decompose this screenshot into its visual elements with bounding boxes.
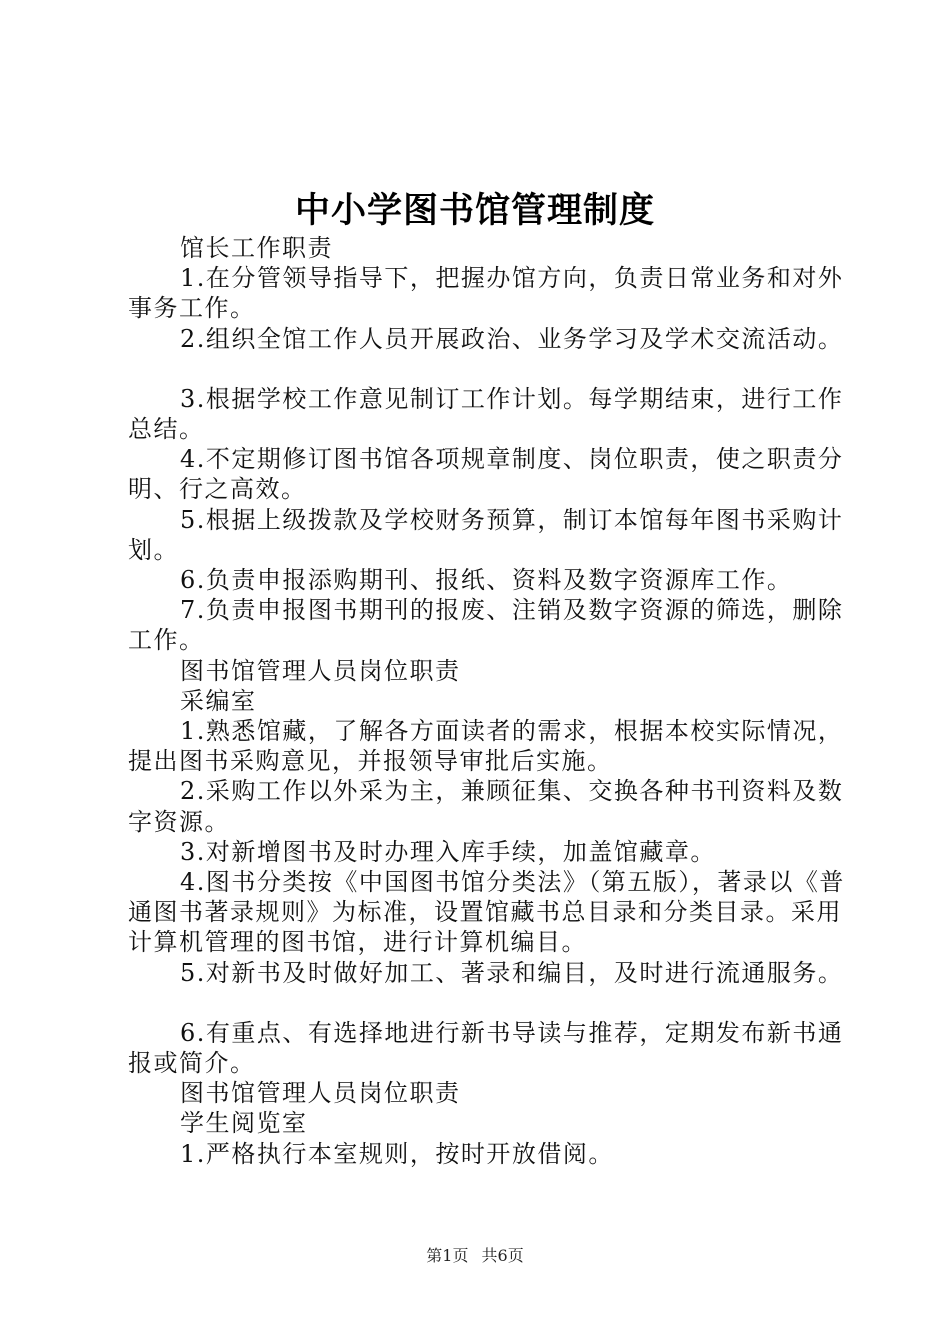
paragraph: 馆长工作职责 — [180, 234, 333, 262]
paragraph: 6.有重点、有选择地进行新书导读与推荐，定期发布新书通报或简介。 — [128, 1018, 844, 1078]
document-body — [128, 233, 848, 1169]
section-subheading: 学生阅览室 — [180, 1109, 308, 1138]
blank-line — [128, 354, 848, 384]
paragraph: 7.负责申报图书期刊的报废、注销及数字资源的筛选，删除工作。 — [128, 596, 844, 655]
paragraph: 5.根据上级拨款及学校财务预算，制订本馆每年图书采购计划。 — [128, 505, 844, 564]
paragraph: 4.不定期修订图书馆各项规章制度、岗位职责，使之职责分明、行之高效。 — [128, 445, 844, 504]
paragraph: 1.熟悉馆藏，了解各方面读者的需求，根据本校实际情况，提出图书采购意见，并报领导审批后实施。 — [128, 717, 844, 776]
page-total: 共6页 — [481, 1246, 524, 1265]
paragraph: 1.在分管领导指导下，把握办馆方向，负责日常业务和对外事务工作。 — [128, 264, 844, 323]
paragraph: 4.图书分类按《中国图书馆分类法》（第五版），著录以《普通图书著录规则》为标准，设置馆藏书总目录和分类目录。采用计算机管理的图书馆，进行计算机编目。 — [128, 868, 845, 957]
section-heading: 图书馆管理人员岗位职责 — [180, 656, 461, 685]
paragraph: 3.根据学校工作意见制订工作计划。每学期结束，进行工作总结。 — [128, 384, 844, 444]
section-heading: 图书馆管理人员岗位职责 — [180, 1079, 461, 1108]
paragraph: 5.对新书及时做好加工、著录和编目，及时进行流通服务。 — [180, 958, 844, 987]
paragraph: 1.严格执行本室规则，按时开放借阅。 — [180, 1139, 614, 1168]
page-number: 第1页 — [426, 1246, 469, 1265]
document-title: 中小学图书馆管理制度 — [294, 190, 655, 231]
paragraph: 2.组织全馆工作人员开展政治、业务学习及学术交流活动。 — [180, 324, 844, 353]
section-subheading: 采编室 — [180, 686, 257, 715]
blank-line — [128, 988, 848, 1018]
paragraph: 3.对新增图书及时办理入库手续，加盖馆藏章。 — [180, 837, 716, 866]
page-footer — [0, 1243, 950, 1266]
paragraph: 6.负责申报添购期刊、报纸、资料及数字资源库工作。 — [180, 566, 793, 595]
paragraph: 2.采购工作以外采为主，兼顾征集、交换各种书刊资料及数字资源。 — [128, 777, 844, 836]
